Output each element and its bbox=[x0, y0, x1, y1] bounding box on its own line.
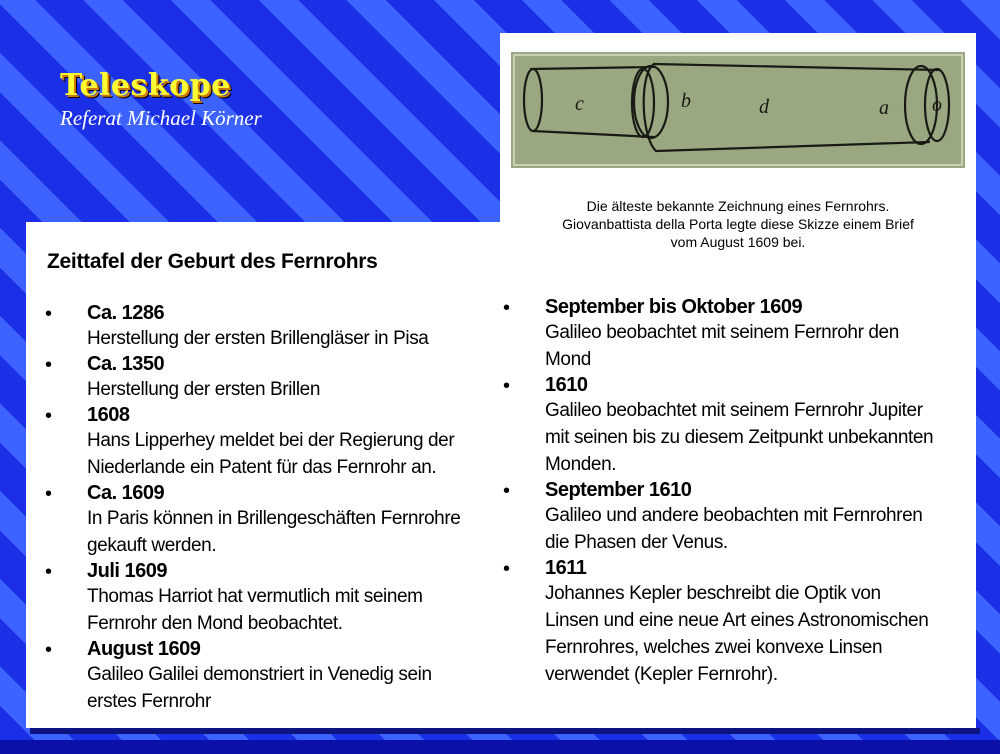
timeline-description bbox=[545, 319, 933, 373]
timeline-year: Juli 1609 bbox=[87, 560, 168, 582]
slide-title: Teleskope bbox=[60, 68, 231, 103]
timeline-description-line: Herstellung der ersten Brillengläser in Pisa bbox=[87, 328, 429, 349]
sketch-letter-b: b bbox=[681, 90, 691, 112]
telescope-sketch-drawing bbox=[511, 52, 965, 168]
timeline-right-list bbox=[503, 295, 933, 688]
caption-line: Die älteste bekannte Zeichnung eines Fernrohrs. bbox=[586, 198, 890, 214]
timeline-description-line: die Phasen der Venus. bbox=[545, 532, 728, 553]
bullet-icon: • bbox=[503, 480, 511, 502]
timeline-description-line: Hans Lipperhey meldet bei der Regierung der bbox=[87, 430, 455, 451]
timeline-description-line: gekauft werden. bbox=[87, 535, 217, 556]
title-block bbox=[60, 68, 262, 131]
sketch-caption bbox=[507, 197, 969, 251]
timeline-description bbox=[545, 397, 933, 478]
timeline-description bbox=[87, 325, 460, 352]
timeline-item bbox=[45, 352, 460, 403]
bullet-icon: • bbox=[503, 558, 511, 580]
caption-line: Giovanbattista della Porta legte diese Skizze einem Brief bbox=[562, 216, 914, 232]
telescope-sketch-image bbox=[511, 52, 965, 168]
timeline-description-line: verwendet (Kepler Fernrohr). bbox=[545, 664, 778, 685]
timeline-description-line: Herstellung der ersten Brillen bbox=[87, 379, 321, 400]
timeline-description-line: Fernrohr den Mond beobachtet. bbox=[87, 613, 343, 634]
bullet-icon: • bbox=[45, 561, 53, 583]
caption-line: vom August 1609 bei. bbox=[670, 234, 806, 250]
timeline-year: 1608 bbox=[87, 404, 130, 426]
sketch-letter-d: d bbox=[759, 96, 769, 118]
timeline-description-line: Johannes Kepler beschreibt die Optik von bbox=[545, 583, 881, 604]
timeline-year: Ca. 1350 bbox=[87, 353, 165, 375]
timeline-item bbox=[45, 637, 460, 715]
timeline-description-line: mit seinen bis zu diesem Zeitpunkt unbekannten bbox=[545, 427, 934, 448]
timeline-item bbox=[45, 559, 460, 637]
timeline-item bbox=[45, 403, 460, 481]
slide-subtitle: Referat Michael Körner bbox=[60, 106, 262, 130]
timeline-description-line: Linsen und eine neue Art eines Astronomischen bbox=[545, 610, 929, 631]
timeline-item bbox=[503, 373, 933, 478]
timeline-item bbox=[503, 556, 933, 688]
timeline-description-line: Fernrohres, welches zwei konvexe Linsen bbox=[545, 637, 883, 658]
timeline-description-line: Galileo und andere beobachten mit Fernrohren bbox=[545, 505, 923, 526]
timeline-year: Ca. 1286 bbox=[87, 302, 165, 324]
timeline-description-line: Galileo Galilei demonstriert in Venedig sein bbox=[87, 664, 432, 685]
bullet-icon: • bbox=[45, 639, 53, 661]
timeline-item bbox=[45, 301, 460, 352]
timeline-description bbox=[545, 580, 933, 688]
timeline-item bbox=[503, 478, 933, 556]
sketch-letter-c: c bbox=[575, 93, 584, 115]
timeline-year: August 1609 bbox=[87, 638, 201, 660]
bullet-icon: • bbox=[45, 483, 53, 505]
timeline-year: September 1610 bbox=[545, 479, 692, 501]
timeline-description-line: Niederlande ein Patent für das Fernrohr an. bbox=[87, 457, 437, 478]
timeline-description-line: Galileo beobachtet mit seinem Fernrohr Jupiter bbox=[545, 400, 923, 421]
timeline-year: Ca. 1609 bbox=[87, 482, 165, 504]
panel-shadow bbox=[30, 728, 980, 734]
bullet-icon: • bbox=[45, 354, 53, 376]
sketch-letter-o: o bbox=[932, 94, 942, 116]
bottom-bar bbox=[0, 740, 1000, 754]
timeline-description-line: erstes Fernrohr bbox=[87, 691, 211, 712]
timeline-item bbox=[503, 295, 933, 373]
timeline-description-line: Thomas Harriot hat vermutlich mit seinem bbox=[87, 586, 423, 607]
timeline-year: September bis Oktober 1609 bbox=[545, 296, 803, 318]
timeline-description bbox=[87, 661, 460, 715]
timeline-year: 1610 bbox=[545, 374, 588, 396]
bullet-icon: • bbox=[503, 297, 511, 319]
timeline-left-list bbox=[45, 301, 460, 715]
timeline-description-line: Galileo beobachtet mit seinem Fernrohr den bbox=[545, 322, 899, 343]
timeline-description-line: In Paris können in Brillengeschäften Fernrohre bbox=[87, 508, 461, 529]
timeline-description bbox=[87, 583, 460, 637]
timeline-description bbox=[87, 505, 460, 559]
bullet-icon: • bbox=[45, 303, 53, 325]
bullet-icon: • bbox=[503, 375, 511, 397]
timeline-year: 1611 bbox=[545, 557, 587, 579]
bullet-icon: • bbox=[45, 405, 53, 427]
timeline-item bbox=[45, 481, 460, 559]
timeline-description bbox=[545, 502, 933, 556]
timeline-description bbox=[87, 427, 460, 481]
timeline-description-line: Monden. bbox=[545, 454, 617, 475]
timeline-heading: Zeittafel der Geburt des Fernrohrs bbox=[47, 250, 378, 273]
timeline-description-line: Mond bbox=[545, 349, 591, 370]
timeline-description bbox=[87, 376, 460, 403]
sketch-letter-a: a bbox=[879, 97, 889, 119]
